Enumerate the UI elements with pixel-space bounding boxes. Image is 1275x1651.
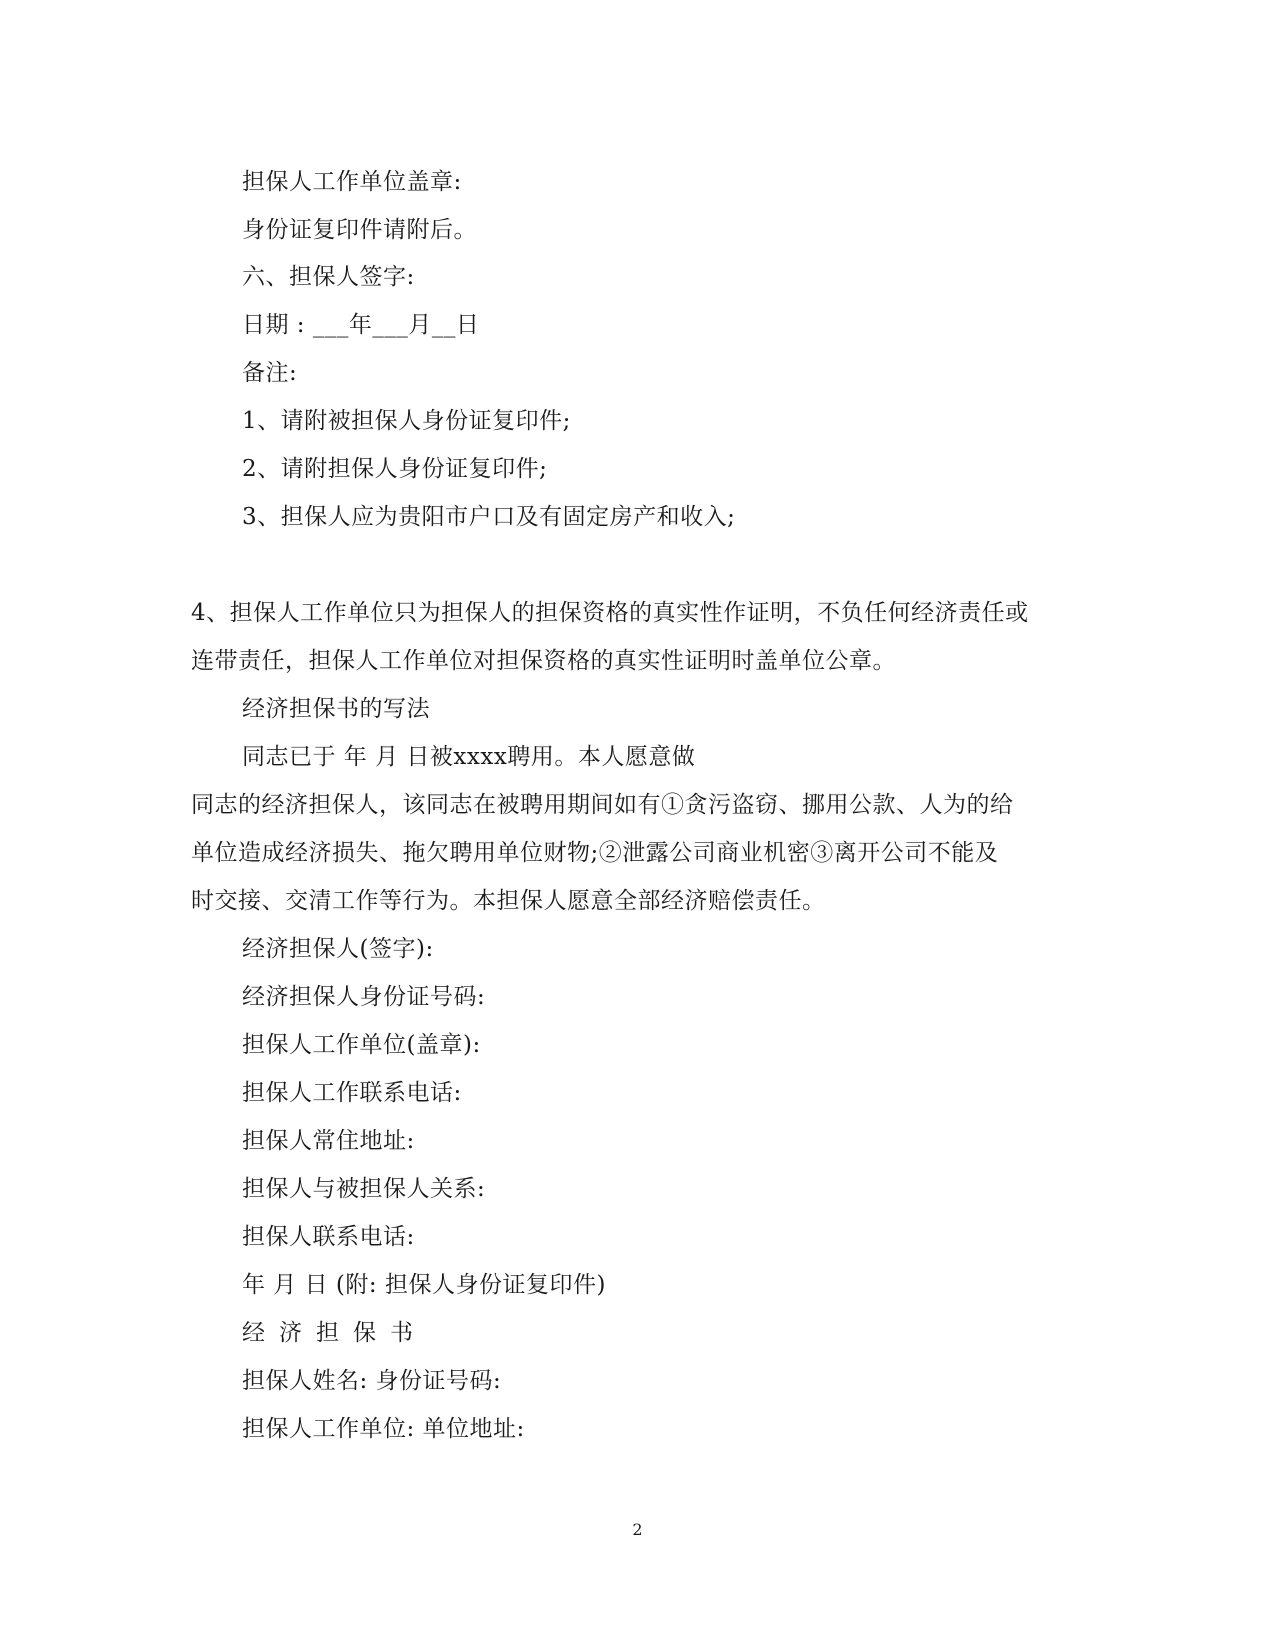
guarantor-employer-seal-line: 担保人工作单位盖章: <box>242 169 462 195</box>
id-copy-attached-line: 身份证复印件请附后。 <box>242 217 477 243</box>
remark-item-3: 3、担保人应为贵阳市户口及有固定房产和收入; <box>242 504 736 530</box>
guarantor-phone-field: 担保人联系电话: <box>242 1224 415 1250</box>
body-paragraph-line-1: 同志已于 年 月 日被xxxx聘用。本人愿意做 <box>242 744 696 770</box>
section-six-guarantor-signature: 六、担保人签字: <box>242 264 415 290</box>
remark-item-1: 1、请附被担保人身份证复印件; <box>242 408 571 434</box>
remark-item-2: 2、请附担保人身份证复印件; <box>242 456 548 482</box>
body-paragraph-line-3: 单位造成经济损失、拖欠聘用单位财物;②泄露公司商业机密③离开公司不能及 <box>191 840 999 866</box>
remarks-heading: 备注: <box>242 360 298 386</box>
guarantor-employer-address-field: 担保人工作单位: 单位地址: <box>242 1416 525 1442</box>
remark-item-4-line-1: 4、担保人工作单位只为担保人的担保资格的真实性作证明，不负任何经济责任或 <box>191 600 1029 626</box>
body-paragraph-line-4: 时交接、交清工作等行为。本担保人愿意全部经济赔偿责任。 <box>191 888 826 914</box>
date-line: 日期 : ___年___月__日 <box>242 312 480 338</box>
date-attachment-line: 年 月 日 (附: 担保人身份证复印件) <box>242 1272 606 1298</box>
guarantor-signature-field: 经济担保人(签字): <box>242 936 434 962</box>
guarantor-name-id-field: 担保人姓名: 身份证号码: <box>242 1368 502 1394</box>
guarantor-relationship-field: 担保人与被担保人关系: <box>242 1176 486 1202</box>
guarantor-employer-seal-field: 担保人工作单位(盖章): <box>242 1032 481 1058</box>
remark-item-4-line-2: 连带责任，担保人工作单位对担保资格的真实性证明时盖单位公章。 <box>191 648 896 674</box>
section-heading-writing-method: 经济担保书的写法 <box>242 696 430 722</box>
guarantor-work-phone-field: 担保人工作联系电话: <box>242 1080 462 1106</box>
page-number: 2 <box>632 1520 643 1539</box>
body-paragraph-line-2: 同志的经济担保人，该同志在被聘用期间如有①贪污盗窃、挪用公款、人为的给 <box>191 792 1014 818</box>
guarantee-letter-title: 经济担保书 <box>242 1320 427 1346</box>
guarantor-id-number-field: 经济担保人身份证号码: <box>242 984 486 1010</box>
guarantor-address-field: 担保人常住地址: <box>242 1128 415 1154</box>
